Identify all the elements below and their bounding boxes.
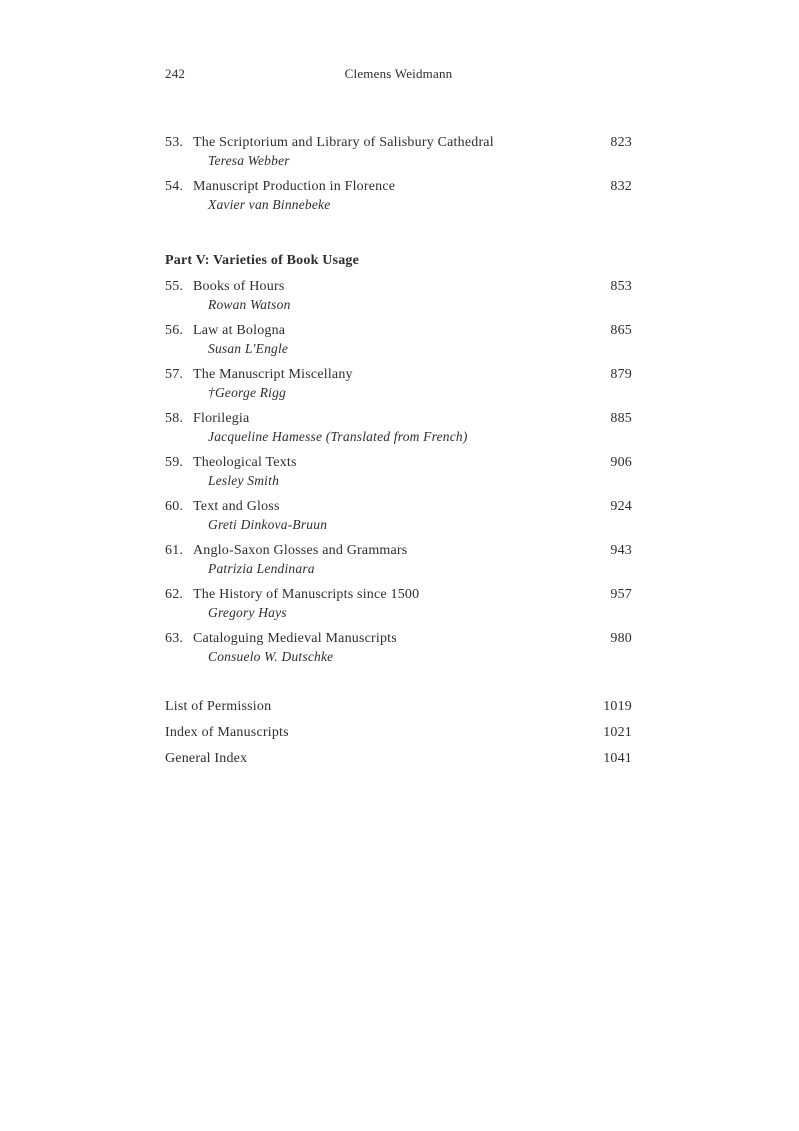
back-matter-page-number: 1021 — [603, 725, 632, 740]
toc-entry-line — [165, 454, 632, 472]
back-matter-title: List of Permission — [165, 699, 272, 714]
back-matter-title: General Index — [165, 751, 248, 766]
entry-page-number: 885 — [610, 411, 632, 426]
entry-author: Rowan Watson — [208, 297, 291, 312]
entry-page-number: 980 — [610, 631, 632, 646]
toc-entry-line — [165, 278, 632, 296]
toc-entry — [165, 410, 632, 446]
entry-page-number: 924 — [610, 499, 632, 514]
entry-number: 61. — [165, 543, 184, 558]
entry-title: The Manuscript Miscellany — [193, 367, 353, 382]
entry-title: Cataloguing Medieval Manuscripts — [193, 631, 397, 646]
entry-title: Text and Gloss — [193, 499, 280, 514]
entry-number: 59. — [165, 455, 184, 470]
entry-page-number: 832 — [610, 179, 632, 194]
toc-entry-line — [165, 586, 632, 604]
page-content — [165, 66, 632, 776]
toc-entries-group-after-part — [165, 278, 632, 666]
part-heading: Part V: Varieties of Book Usage — [165, 253, 360, 268]
header-spacer — [452, 66, 632, 82]
entry-number: 62. — [165, 587, 184, 602]
entry-author: Xavier van Binnebeke — [208, 197, 331, 212]
entry-number: 63. — [165, 631, 184, 646]
entry-author: Greti Dinkova-Bruun — [208, 517, 328, 532]
entry-title: The History of Manuscripts since 1500 — [193, 587, 420, 602]
entry-author: Consuelo W. Dutschke — [208, 649, 334, 664]
toc-entry-line — [165, 322, 632, 340]
back-matter-list — [165, 698, 632, 768]
toc-entry-line — [165, 630, 632, 648]
entry-author: Gregory Hays — [208, 605, 287, 620]
entry-page-number: 823 — [610, 135, 632, 150]
entry-title: The Scriptorium and Library of Salisbury Cathedral — [193, 135, 494, 150]
back-matter-title: Index of Manuscripts — [165, 725, 289, 740]
entry-author: Teresa Webber — [208, 153, 290, 168]
entry-title: Theological Texts — [193, 455, 297, 470]
entry-title: Books of Hours — [193, 279, 285, 294]
entry-title: Anglo-Saxon Glosses and Grammars — [193, 543, 408, 558]
toc-entry — [165, 278, 632, 314]
entry-author: Susan L'Engle — [208, 341, 289, 356]
toc-entry-line — [165, 410, 632, 428]
toc-entry — [165, 542, 632, 578]
toc-entry-line — [165, 542, 632, 560]
entry-author: Jacqueline Hamesse (Translated from French) — [208, 429, 468, 444]
entry-page-number: 865 — [610, 323, 632, 338]
entry-author: Patrizia Lendinara — [208, 561, 315, 576]
entry-number: 55. — [165, 279, 184, 294]
toc-entry — [165, 498, 632, 534]
entry-title: Law at Bologna — [193, 323, 286, 338]
back-matter-row — [165, 698, 632, 716]
entry-title: Manuscript Production in Florence — [193, 179, 396, 194]
toc-entry-line — [165, 366, 632, 384]
toc-entry — [165, 454, 632, 490]
entry-number: 56. — [165, 323, 184, 338]
entry-page-number: 879 — [610, 367, 632, 382]
toc-entry-line — [165, 134, 632, 152]
back-matter-row — [165, 750, 632, 768]
entry-number: 58. — [165, 411, 184, 426]
entry-author: †George Rigg — [208, 385, 287, 400]
toc-entry — [165, 366, 632, 402]
back-matter-page-number: 1019 — [603, 699, 632, 714]
entry-number: 53. — [165, 135, 184, 150]
toc-entry — [165, 322, 632, 358]
entry-page-number: 943 — [610, 543, 632, 558]
entry-number: 57. — [165, 367, 184, 382]
entry-number: 60. — [165, 499, 184, 514]
folio-page-number: 242 — [165, 66, 186, 81]
entry-page-number: 957 — [610, 587, 632, 602]
toc-entry — [165, 586, 632, 622]
running-header: Clemens Weidmann — [344, 66, 453, 81]
back-matter-row — [165, 724, 632, 742]
toc-entry-line — [165, 498, 632, 516]
page-header — [165, 66, 632, 82]
toc-entry — [165, 630, 632, 666]
entry-author: Lesley Smith — [208, 473, 280, 488]
toc-entry-line — [165, 178, 632, 196]
entry-number: 54. — [165, 179, 184, 194]
toc-entry — [165, 134, 632, 170]
entry-page-number: 853 — [610, 279, 632, 294]
toc-entries-group-before-part — [165, 134, 632, 214]
entry-page-number: 906 — [610, 455, 632, 470]
back-matter-page-number: 1041 — [603, 751, 632, 766]
entry-title: Florilegia — [193, 411, 250, 426]
toc-entry — [165, 178, 632, 214]
table-of-contents — [165, 134, 632, 768]
